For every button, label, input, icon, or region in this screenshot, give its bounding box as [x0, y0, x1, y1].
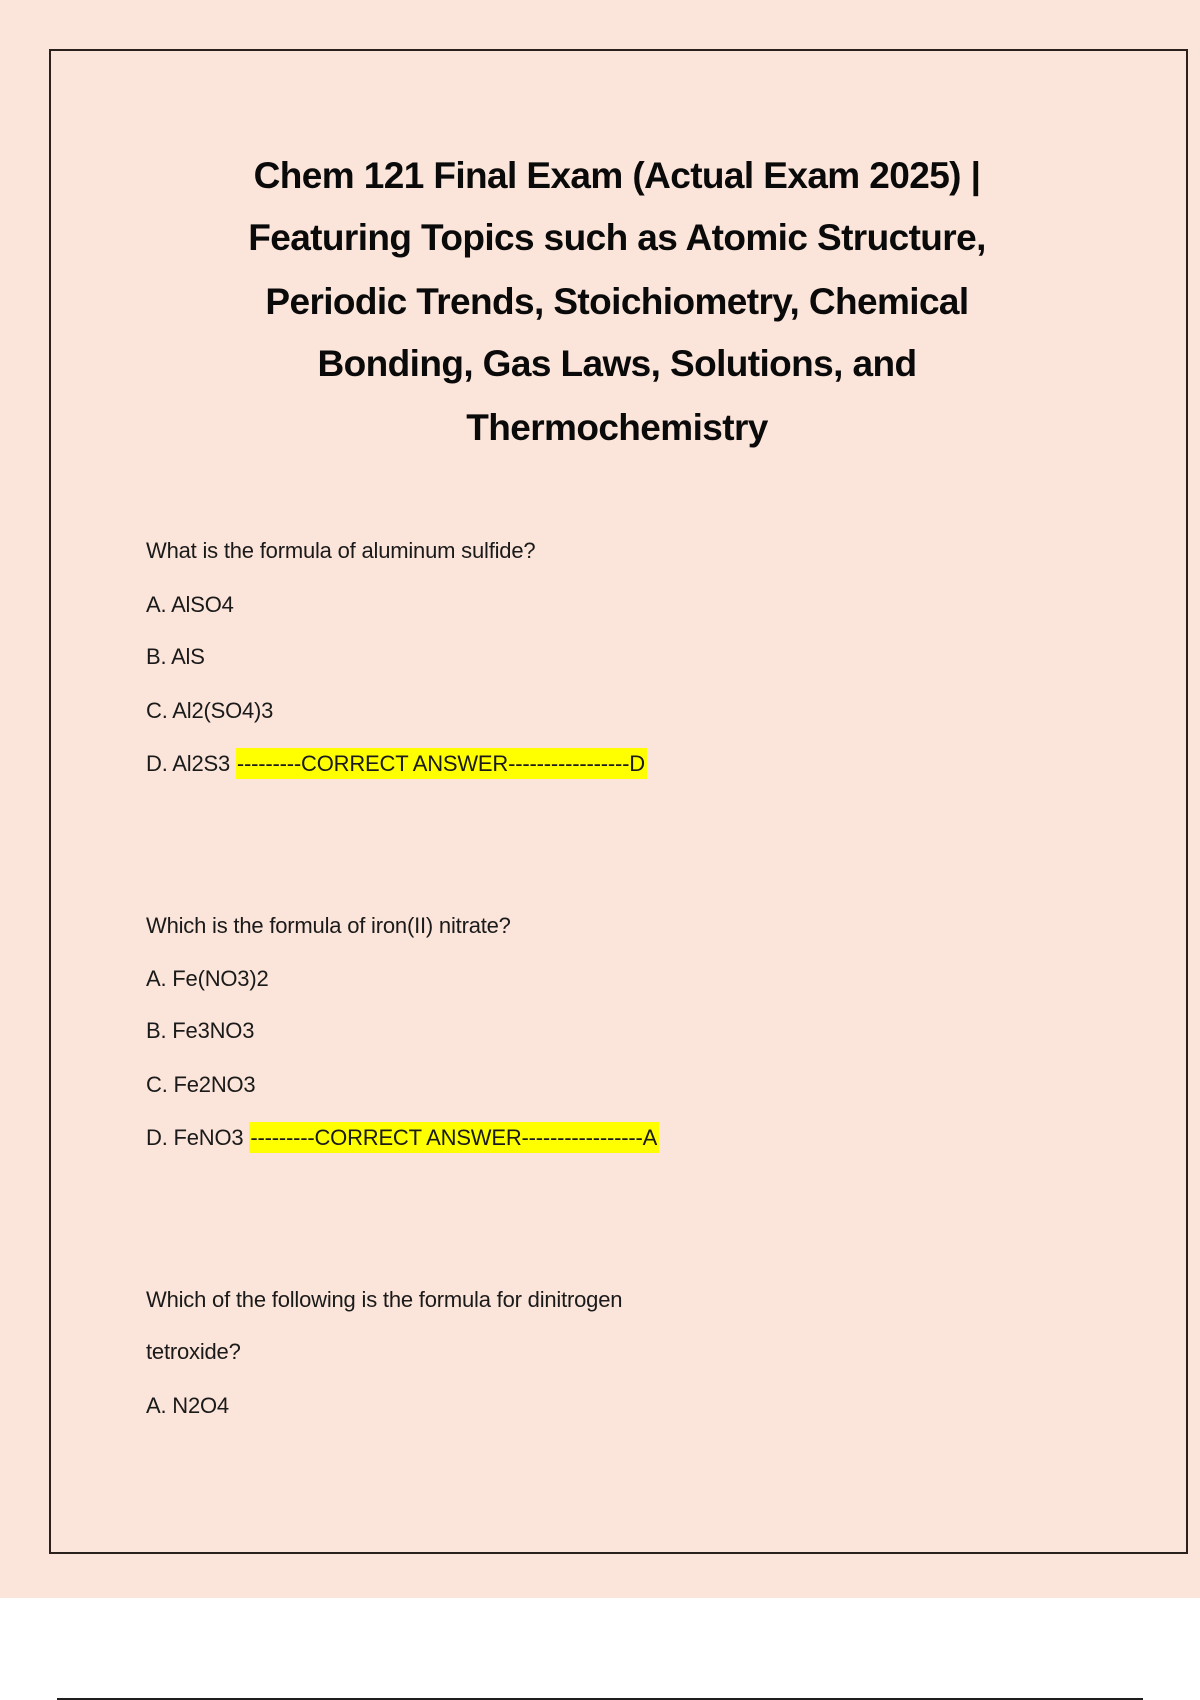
answer-option-c: C. Al2(SO4)3	[146, 698, 274, 723]
question-text-line-2: tetroxide?	[146, 1339, 241, 1364]
answer-option-a: A. N2O4	[146, 1393, 229, 1418]
answer-option-b: B. Fe3NO3	[146, 1018, 255, 1043]
title-line-5: Thermochemistry	[466, 407, 768, 448]
question-text: Which is the formula of iron(II) nitrate?	[146, 913, 511, 938]
answer-option-d-text: D. Al2S3	[146, 751, 236, 776]
question-text-line-1: Which of the following is the formula for dinitrogen	[146, 1287, 623, 1312]
page-border-frame	[49, 49, 1188, 1554]
correct-answer-highlight: ---------CORRECT ANSWER-----------------D	[236, 748, 647, 779]
title-line-3: Periodic Trends, Stoichiometry, Chemical	[265, 281, 969, 322]
answer-option-b: B. AlS	[146, 644, 205, 669]
answer-option-d-text: D. FeNO3	[146, 1125, 250, 1150]
answer-option-c: C. Fe2NO3	[146, 1072, 256, 1097]
title-line-4: Bonding, Gas Laws, Solutions, and	[317, 343, 917, 384]
correct-answer-highlight: ---------CORRECT ANSWER-----------------A	[249, 1122, 659, 1153]
question-text: What is the formula of aluminum sulfide?	[146, 538, 536, 563]
answer-option-a: A. Fe(NO3)2	[146, 966, 269, 991]
answer-option-d	[146, 749, 647, 779]
answer-option-d	[146, 1123, 659, 1153]
title-line-2: Featuring Topics such as Atomic Structure,	[248, 217, 986, 258]
answer-option-a: A. AlSO4	[146, 592, 234, 617]
title-line-1: Chem 121 Final Exam (Actual Exam 2025) |	[253, 155, 981, 196]
